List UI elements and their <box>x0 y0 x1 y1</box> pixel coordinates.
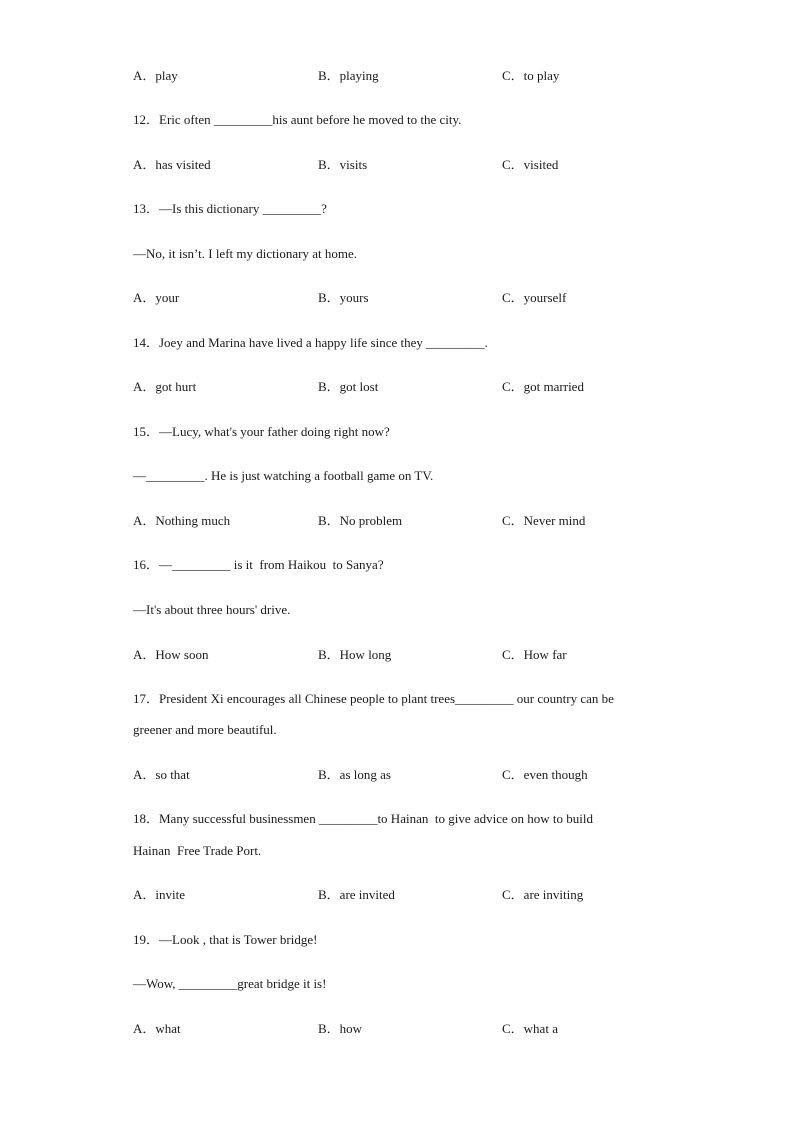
q14-stem: 14．Joey and Marina have lived a happy life since they _________. <box>133 335 488 350</box>
q17-option-c: C．even though <box>502 767 588 782</box>
q17-option-b: B．as long as <box>318 767 391 782</box>
q15-option-c: C．Never mind <box>502 513 586 528</box>
q15-stem: 15．—Lucy, what's your father doing right now? <box>133 424 390 439</box>
q17-option-a: A．so that <box>133 767 190 782</box>
q13-dialogue-line: —No, it isn’t. I left my dictionary at home. <box>133 246 357 261</box>
q14-option-c: C．got married <box>502 379 584 394</box>
q18-stem: 18．Many successful businessmen _________to Hainan to give advice on how to build <box>133 811 593 826</box>
q12-option-c: C．visited <box>502 157 559 172</box>
q15-dialogue-line: —_________. He is just watching a football game on TV. <box>133 468 434 483</box>
q18-stem-continued: Hainan Free Trade Port. <box>133 843 262 858</box>
q19-option-b: B．how <box>318 1021 363 1036</box>
q18-option-a: A．invite <box>133 887 185 902</box>
q13-option-a: A．your <box>133 290 180 305</box>
q16-option-c: C．How far <box>502 647 567 662</box>
q12-stem: 12．Eric often _________his aunt before he moved to the city. <box>133 112 462 127</box>
q17-stem: 17．President Xi encourages all Chinese people to plant trees_________ our country can be <box>133 691 614 706</box>
q19-dialogue-line: —Wow, _________great bridge it is! <box>133 976 327 991</box>
q16-dialogue-line: —It's about three hours' drive. <box>133 602 291 617</box>
q11-option-a: A．play <box>133 68 178 83</box>
q13-stem: 13．—Is this dictionary _________? <box>133 201 327 216</box>
q14-option-a: A．got hurt <box>133 379 197 394</box>
q16-option-a: A．How soon <box>133 647 209 662</box>
q16-stem: 16．—_________ is it from Haikou to Sanya? <box>133 557 384 572</box>
q15-option-a: A．Nothing much <box>133 513 231 528</box>
q11-option-c: C．to play <box>502 68 560 83</box>
q19-option-a: A．what <box>133 1021 181 1036</box>
q17-stem-continued: greener and more beautiful. <box>133 722 277 737</box>
q12-option-a: A．has visited <box>133 157 211 172</box>
q13-option-c: C．yourself <box>502 290 567 305</box>
q11-option-b: B．playing <box>318 68 379 83</box>
q12-option-b: B．visits <box>318 157 368 172</box>
q16-option-b: B．How long <box>318 647 392 662</box>
q14-option-b: B．got lost <box>318 379 379 394</box>
q18-option-b: B．are invited <box>318 887 395 902</box>
q19-stem: 19．—Look , that is Tower bridge! <box>133 932 318 947</box>
q19-option-c: C．what a <box>502 1021 558 1036</box>
q13-option-b: B．yours <box>318 290 369 305</box>
q18-option-c: C．are inviting <box>502 887 584 902</box>
q15-option-b: B．No problem <box>318 513 403 528</box>
